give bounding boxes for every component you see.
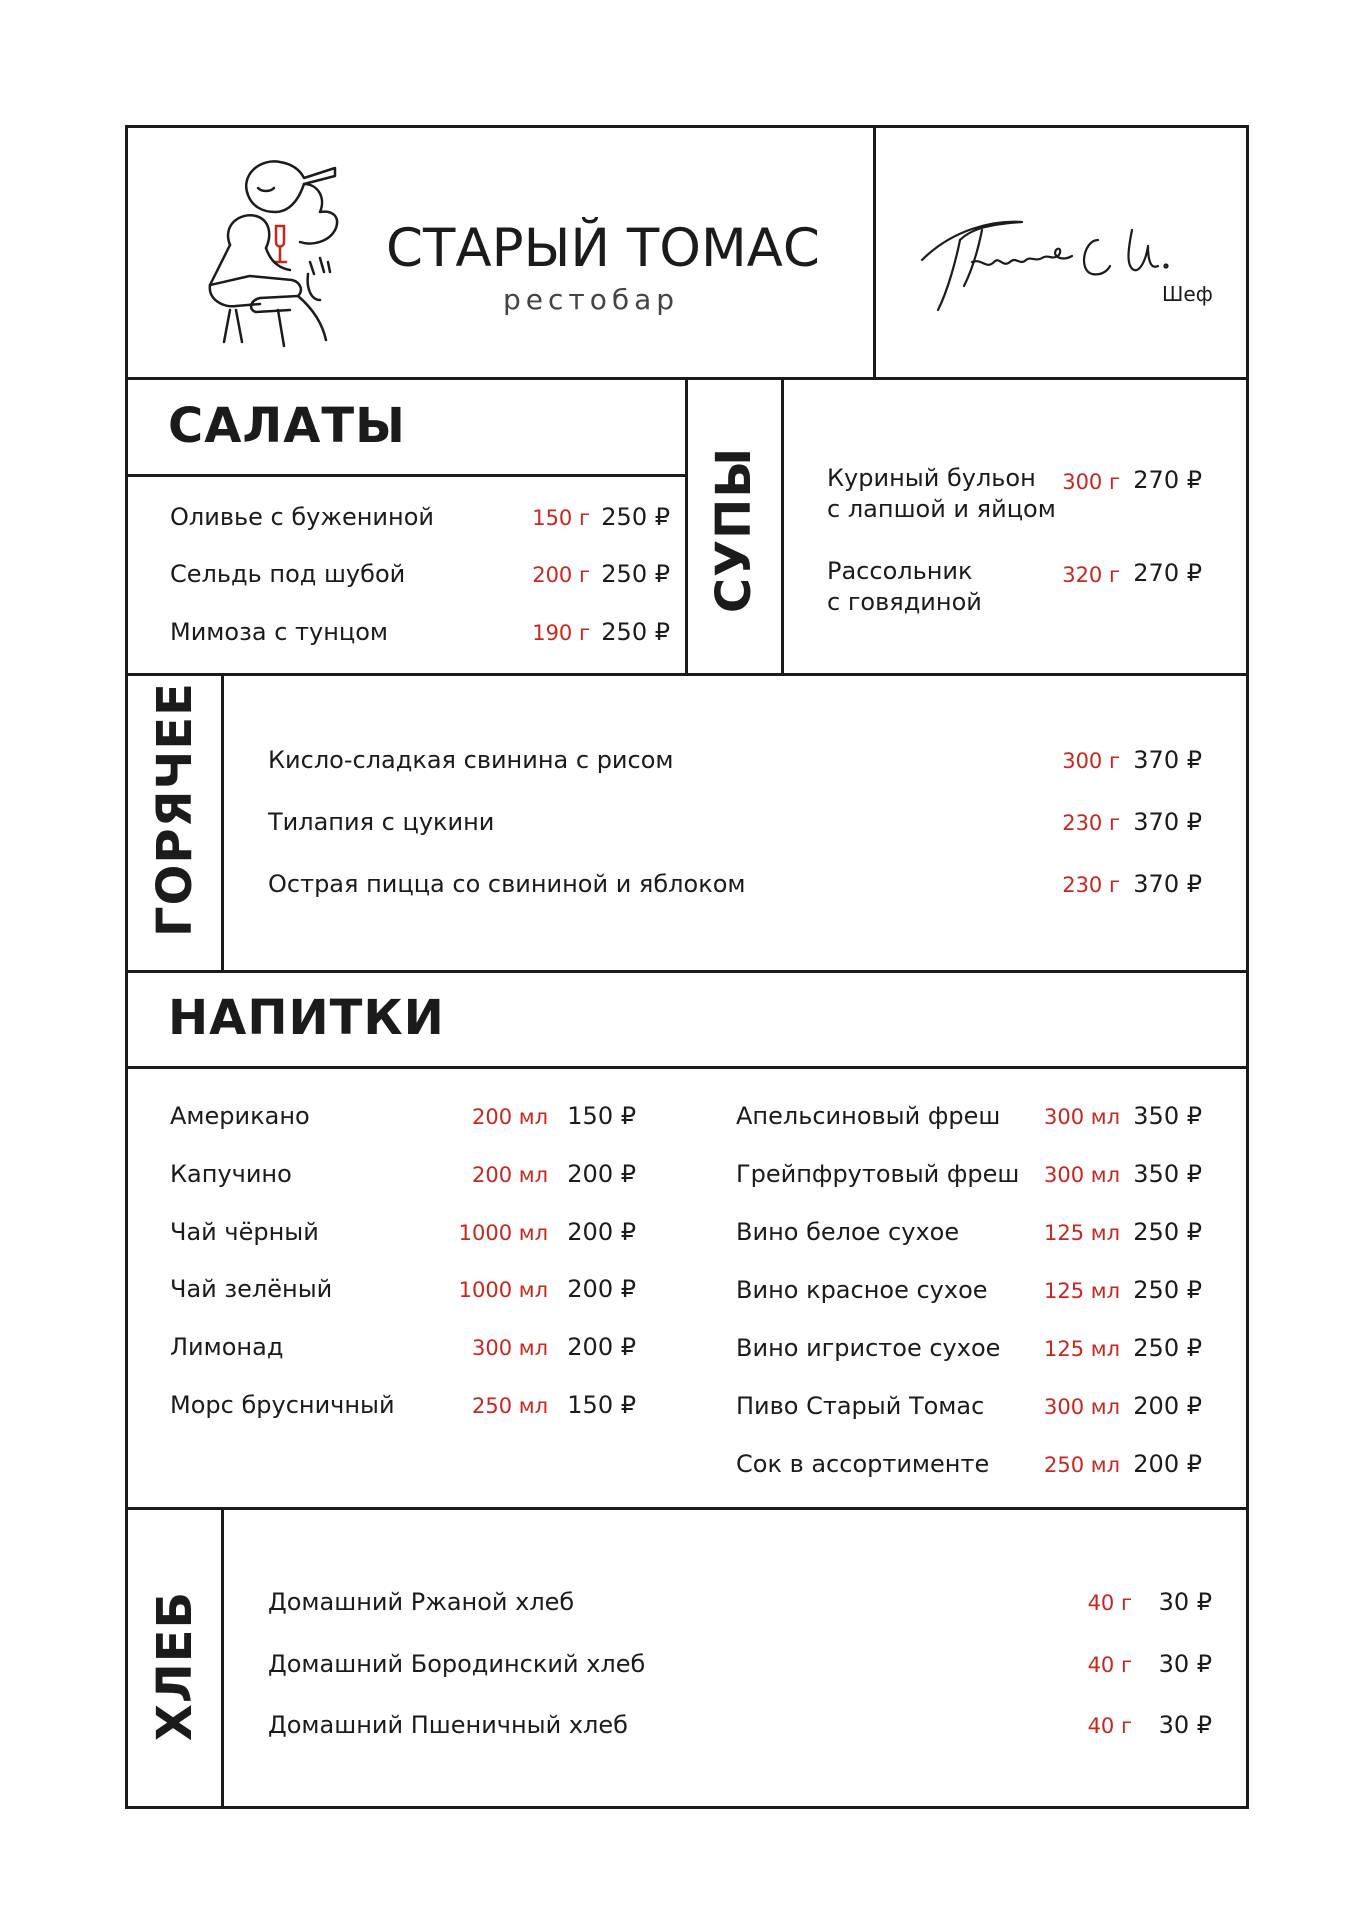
drink-item-price: 200 ₽ xyxy=(567,1333,636,1361)
salad-item-name: Оливье с бужениной xyxy=(170,503,434,531)
bread-item-weight: 40 г xyxy=(1087,1591,1132,1615)
drink-item-price: 250 ₽ xyxy=(1133,1276,1202,1304)
drink-item-name: Чай чёрный xyxy=(170,1218,319,1246)
section-title-bread: ХЛЕБ xyxy=(147,1590,203,1742)
salad-item-name: Сельдь под шубой xyxy=(170,560,406,588)
drink-item-volume: 300 мл xyxy=(1043,1163,1120,1187)
section-title-drinks: НАПИТКИ xyxy=(168,990,445,1046)
bread-item-price: 30 ₽ xyxy=(1158,1588,1212,1616)
soup-item-weight: 300 г xyxy=(1062,470,1120,494)
bread-item-name: Домашний Ржаной хлеб xyxy=(268,1588,575,1616)
drink-item-name: Лимонад xyxy=(170,1333,284,1361)
section-title-soups: СУПЫ xyxy=(706,446,762,614)
drink-item-volume: 1000 мл xyxy=(458,1278,548,1302)
soup-item-name xyxy=(827,463,1056,525)
drink-item-name: Вино игристое сухое xyxy=(736,1334,1001,1362)
bread-item-price: 30 ₽ xyxy=(1158,1650,1212,1678)
chef-signature xyxy=(912,200,1202,320)
drink-item-volume: 200 мл xyxy=(471,1163,548,1187)
drink-item-name: Сок в ассортименте xyxy=(736,1450,990,1478)
soup-item-weight: 320 г xyxy=(1062,563,1120,587)
drink-item-price: 250 ₽ xyxy=(1133,1334,1202,1362)
drink-item-name: Апельсиновый фреш xyxy=(736,1102,1001,1130)
restaurant-subtitle: рестобар xyxy=(503,283,680,316)
drink-item-volume: 200 мл xyxy=(471,1105,548,1129)
divider xyxy=(125,673,1249,676)
soup-item-name-line: с говядиной xyxy=(827,588,982,616)
bread-item-weight: 40 г xyxy=(1087,1714,1132,1738)
chef-logo-illustration xyxy=(200,150,370,350)
drink-item-name: Морс брусничный xyxy=(170,1391,395,1419)
section-title-salads: САЛАТЫ xyxy=(168,398,406,454)
hot-item-name: Тилапия с цукини xyxy=(268,808,495,836)
chef-label: Шеф xyxy=(1162,282,1213,306)
drink-item-price: 150 ₽ xyxy=(567,1391,636,1419)
salad-item-weight: 150 г xyxy=(532,506,590,530)
hot-item-price: 370 ₽ xyxy=(1133,870,1202,898)
drink-item-volume: 300 мл xyxy=(471,1336,548,1360)
divider xyxy=(125,1066,1249,1069)
drink-item-volume: 125 мл xyxy=(1043,1221,1120,1245)
salad-item-weight: 200 г xyxy=(532,563,590,587)
drink-item-name: Грейпфрутовый фреш xyxy=(736,1160,1020,1188)
salad-item-name: Мимоза с тунцом xyxy=(170,618,389,646)
drink-item-volume: 250 мл xyxy=(1043,1453,1120,1477)
drink-item-name: Вино белое сухое xyxy=(736,1218,960,1246)
divider xyxy=(125,1507,1249,1510)
divider xyxy=(221,1507,224,1809)
drink-item-price: 200 ₽ xyxy=(1133,1450,1202,1478)
bread-item-name: Домашний Пшеничный хлеб xyxy=(268,1711,628,1739)
bread-item-weight: 40 г xyxy=(1087,1653,1132,1677)
divider xyxy=(125,970,1249,973)
drink-item-volume: 125 мл xyxy=(1043,1279,1120,1303)
hot-item-weight: 230 г xyxy=(1062,811,1120,835)
salad-item-price: 250 ₽ xyxy=(601,618,670,646)
soup-item-price: 270 ₽ xyxy=(1133,559,1202,587)
soup-item-name-line: Рассольник xyxy=(827,557,973,585)
drink-item-volume: 300 мл xyxy=(1043,1105,1120,1129)
divider xyxy=(125,474,687,477)
drink-item-price: 350 ₽ xyxy=(1133,1160,1202,1188)
drink-item-price: 150 ₽ xyxy=(567,1102,636,1130)
divider xyxy=(221,673,224,971)
drink-item-name: Вино красное сухое xyxy=(736,1276,988,1304)
restaurant-name: СТАРЫЙ ТОМАС xyxy=(386,218,820,279)
drink-item-price: 350 ₽ xyxy=(1133,1102,1202,1130)
hot-item-name: Кисло-сладкая свинина с рисом xyxy=(268,746,674,774)
drink-item-name: Чай зелёный xyxy=(170,1275,333,1303)
salad-item-price: 250 ₽ xyxy=(601,503,670,531)
hot-item-weight: 230 г xyxy=(1062,873,1120,897)
drink-item-volume: 250 мл xyxy=(471,1394,548,1418)
drink-item-name: Американо xyxy=(170,1102,310,1130)
drink-item-price: 200 ₽ xyxy=(567,1218,636,1246)
drink-item-name: Капучино xyxy=(170,1160,292,1188)
section-title-hot: ГОРЯЧЕЕ xyxy=(147,682,203,937)
drink-item-volume: 300 мл xyxy=(1043,1395,1120,1419)
drink-item-price: 200 ₽ xyxy=(1133,1392,1202,1420)
divider xyxy=(781,377,784,675)
drink-item-name: Пиво Старый Томас xyxy=(736,1392,985,1420)
hot-item-name: Острая пицца со свининой и яблоком xyxy=(268,870,746,898)
hot-item-price: 370 ₽ xyxy=(1133,808,1202,836)
soup-item-name-line: с лапшой и яйцом xyxy=(827,495,1056,523)
divider xyxy=(685,377,688,675)
hot-item-price: 370 ₽ xyxy=(1133,746,1202,774)
soup-item-name xyxy=(827,556,982,618)
drink-item-volume: 125 мл xyxy=(1043,1337,1120,1361)
bread-item-name: Домашний Бородинский хлеб xyxy=(268,1650,646,1678)
drink-item-volume: 1000 мл xyxy=(458,1221,548,1245)
hot-item-weight: 300 г xyxy=(1062,749,1120,773)
divider xyxy=(873,125,876,379)
bread-item-price: 30 ₽ xyxy=(1158,1711,1212,1739)
drink-item-price: 200 ₽ xyxy=(567,1275,636,1303)
drink-item-price: 200 ₽ xyxy=(567,1160,636,1188)
soup-item-price: 270 ₽ xyxy=(1133,466,1202,494)
soup-item-name-line: Куриный бульон xyxy=(827,464,1036,492)
salad-item-price: 250 ₽ xyxy=(601,560,670,588)
drink-item-price: 250 ₽ xyxy=(1133,1218,1202,1246)
salad-item-weight: 190 г xyxy=(532,621,590,645)
